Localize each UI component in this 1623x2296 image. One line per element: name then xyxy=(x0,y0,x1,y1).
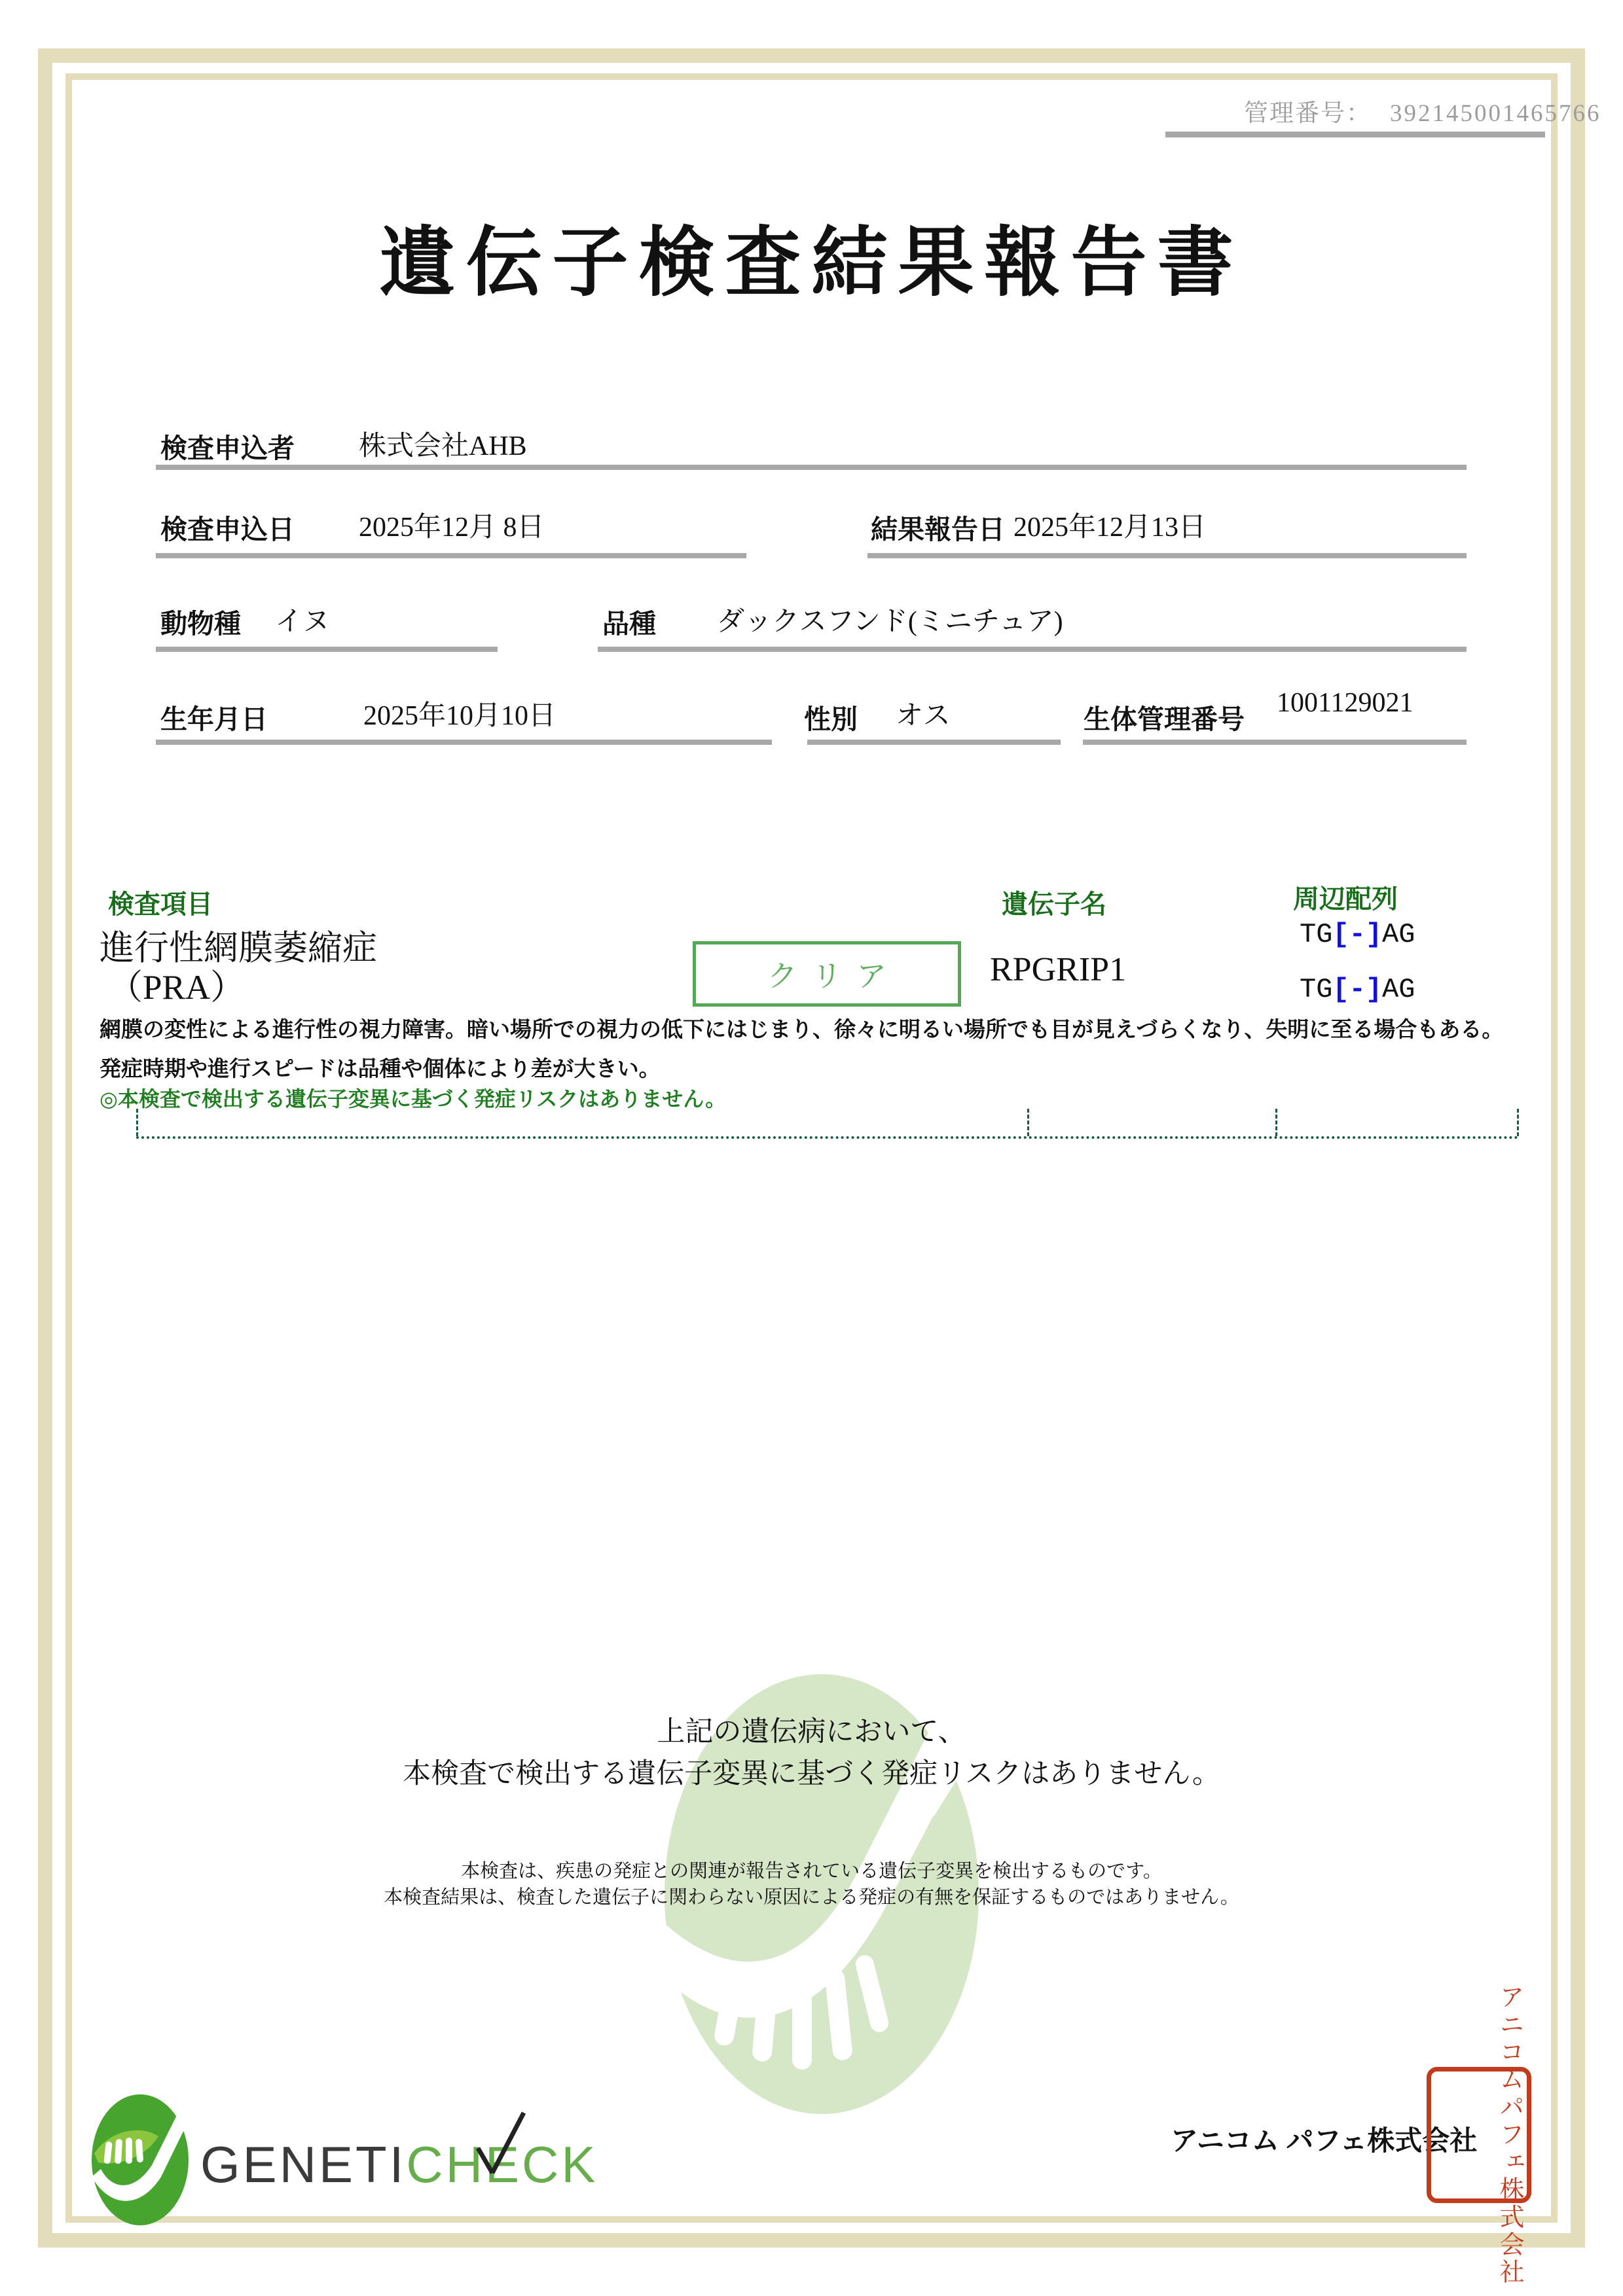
animal-id-underline xyxy=(1083,740,1467,745)
page-title: 遺伝子検査結果報告書 xyxy=(379,222,1244,306)
report-date-underline xyxy=(867,553,1467,558)
gene-name-value: RPGRIP1 xyxy=(990,951,1127,988)
logo-text-geneti: GENETI xyxy=(200,2136,407,2193)
seq1-suffix: AG xyxy=(1382,919,1415,950)
seq1-variant: [-] xyxy=(1332,919,1383,950)
report-date-value: 2025年12月13日 xyxy=(1013,512,1207,543)
test-item-name-sub: （PRA） xyxy=(108,969,246,1007)
dashed-divider xyxy=(136,1109,138,1136)
seq2-prefix: TG xyxy=(1300,974,1333,1005)
risk-note: ◎本検査で検出する遺伝子変異に基づく発症リスクはありません。 xyxy=(100,1087,727,1111)
breed-underline xyxy=(598,647,1467,652)
management-number-value: 392145001465766 xyxy=(1390,100,1601,127)
applicant-underline xyxy=(156,465,1467,470)
result-value: クリア xyxy=(767,960,901,993)
apply-date-underline xyxy=(156,553,746,558)
management-number-underline xyxy=(1165,132,1545,137)
applicant-label: 検査申込者 xyxy=(160,433,295,463)
animal-id-value: 1001129021 xyxy=(1277,688,1413,718)
logo-wordmark xyxy=(200,2135,598,2195)
disease-description-line1: 網膜の変性による進行性の視力障害。暗い場所での視力の低下にはじまり、徐々に明るい場所でも目が見えづらくなり、失明に至る場合もある。 xyxy=(100,1018,1504,1042)
species-underline xyxy=(156,647,498,652)
species-value: イヌ xyxy=(275,607,331,637)
seal-column-1: アニコム xyxy=(1495,1984,1523,2094)
disease-description-line2: 発症時期や進行スピードは品種や個体により差が大きい。 xyxy=(100,1058,661,1081)
seal-column-2: パフェ xyxy=(1495,2094,1523,2176)
species-label: 動物種 xyxy=(160,609,241,639)
seq2-variant: [-] xyxy=(1332,974,1383,1005)
company-name: アニコム パフェ株式会社 xyxy=(1171,2126,1478,2157)
seal-column-3: 株式会社 xyxy=(1495,2176,1523,2286)
birth-date-underline xyxy=(156,740,772,745)
geneticheck-logo-icon xyxy=(90,2093,190,2227)
test-item-name: 進行性網膜萎縮症 xyxy=(100,929,377,967)
test-item-header: 検査項目 xyxy=(108,889,213,919)
report-date-label: 結果報告日 xyxy=(871,514,1005,545)
result-box xyxy=(693,941,961,1007)
company-seal-stamp xyxy=(1427,1984,1531,2286)
dashed-divider xyxy=(1517,1109,1519,1136)
breed-value: ダックスフンド(ミニチュア) xyxy=(717,607,1063,637)
dashed-table-outline xyxy=(136,1109,1519,1139)
summary-disclaimer1: 本検査は、疾患の発症との関連が報告されている遺伝子変異を検出するものです。 xyxy=(461,1861,1162,1882)
management-number-row xyxy=(1244,93,1601,128)
seq2-suffix: AG xyxy=(1382,974,1415,1005)
sex-underline xyxy=(807,740,1061,745)
summary-line1: 上記の遺伝病において、 xyxy=(657,1716,966,1748)
summary-line2: 本検査で検出する遺伝子変異に基づく発症リスクはありません。 xyxy=(403,1758,1220,1789)
management-number-label: 管理番号： xyxy=(1244,100,1372,127)
sex-value: オス xyxy=(896,701,951,731)
sequence-line-2 xyxy=(1300,974,1415,1005)
dashed-divider xyxy=(1275,1109,1277,1136)
sex-label: 性別 xyxy=(804,704,858,734)
gene-name-header: 遺伝子名 xyxy=(1002,889,1106,919)
applicant-value: 株式会社AHB xyxy=(359,431,527,461)
apply-date-value: 2025年12月 8日 xyxy=(359,512,545,543)
seq1-prefix: TG xyxy=(1300,919,1333,950)
sequence-header: 周辺配列 xyxy=(1293,884,1398,914)
logo-check-tick-icon xyxy=(458,2109,530,2181)
birth-date-value: 2025年10月10日 xyxy=(363,701,556,731)
dashed-divider xyxy=(1027,1109,1029,1136)
sequence-line-1 xyxy=(1300,919,1415,950)
apply-date-label: 検査申込日 xyxy=(160,514,295,545)
summary-disclaimer2: 本検査結果は、検査した遺伝子に関わらない原因による発症の有無を保証するものではありません。 xyxy=(384,1887,1239,1908)
breed-label: 品種 xyxy=(602,609,656,639)
animal-id-label: 生体管理番号 xyxy=(1084,704,1245,734)
logo-text-check: CHECK xyxy=(406,2136,598,2193)
birth-date-label: 生年月日 xyxy=(160,704,268,734)
